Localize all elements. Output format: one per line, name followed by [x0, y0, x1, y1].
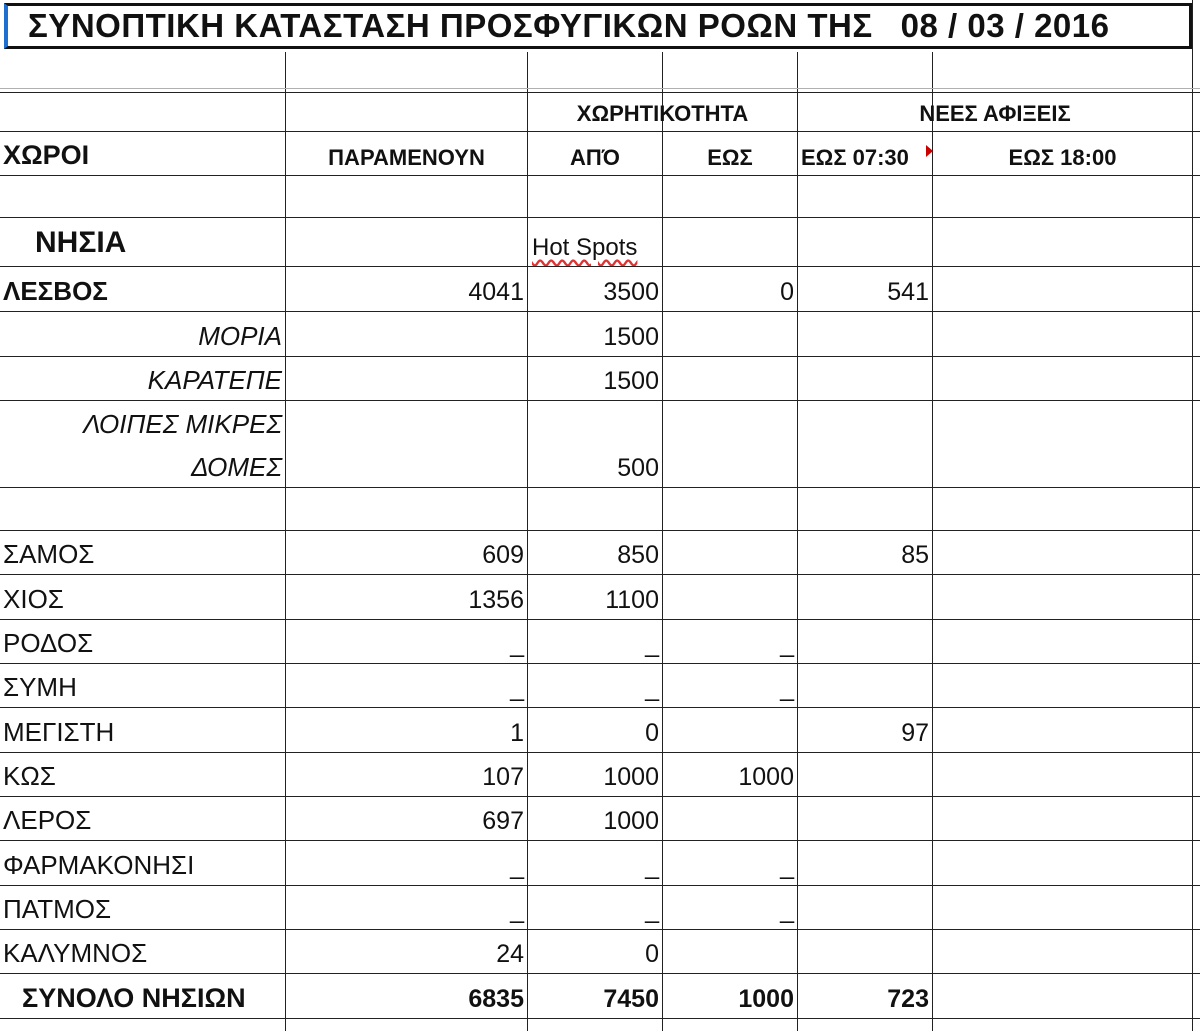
total-remaining[interactable]: 6835	[468, 985, 524, 1013]
row-cell-until-0730[interactable]	[798, 574, 932, 619]
row-lesvos-remaining[interactable]: 4041	[468, 278, 524, 306]
row-cell-name[interactable]: ΛΕΡΟΣ	[3, 805, 92, 835]
grid-hline	[0, 487, 1200, 488]
row-cell-until-0730[interactable]	[798, 929, 932, 973]
row-cell-remaining[interactable]: 609	[482, 541, 524, 569]
header-arrivals-group[interactable]: ΝΕΕΣ ΑΦΙΞΕΙΣ	[919, 101, 1071, 126]
grid-hline	[0, 1018, 1200, 1019]
row-cell-from[interactable]: 0	[645, 719, 659, 747]
row-cell-name[interactable]: ΚΩΣ	[3, 761, 56, 791]
row-cell-remaining[interactable]: _	[510, 896, 524, 924]
row-cell-until-0730[interactable]	[798, 885, 932, 929]
row-cell-from[interactable]: _	[645, 674, 659, 702]
subrow-other-from[interactable]: 500	[617, 454, 659, 482]
row-cell-name[interactable]: ΧΙΟΣ	[3, 584, 64, 614]
subrow-moria-name[interactable]: ΜΟΡΙΑ	[198, 321, 282, 351]
grid-hline	[0, 88, 1200, 89]
row-cell-to[interactable]	[663, 530, 797, 574]
row-cell-to[interactable]: _	[780, 896, 794, 924]
row-cell-until-0730[interactable]	[798, 840, 932, 885]
row-cell-remaining[interactable]: 24	[496, 940, 524, 968]
row-cell-until-0730[interactable]	[798, 619, 932, 663]
grid-vline	[1192, 0, 1193, 1031]
row-cell-until-0730[interactable]: 85	[901, 541, 929, 569]
row-cell-until-0730[interactable]: 97	[901, 719, 929, 747]
row-cell-to[interactable]	[663, 929, 797, 973]
row-cell-name[interactable]: ΜΕΓΙΣΤΗ	[3, 717, 115, 747]
row-cell-name[interactable]: ΦΑΡΜΑΚΟΝΗΣΙ	[3, 850, 195, 880]
row-cell-from[interactable]: 1100	[605, 586, 659, 614]
header-until-0730[interactable]: ΕΩΣ 07:30	[801, 145, 909, 170]
total-to[interactable]: 1000	[738, 985, 794, 1013]
row-cell-remaining[interactable]: _	[510, 674, 524, 702]
row-cell-from[interactable]: 1000	[603, 763, 659, 791]
row-lesvos-name[interactable]: ΛΕΣΒΟΣ	[3, 276, 108, 306]
row-cell-to[interactable]	[663, 796, 797, 840]
row-cell-name[interactable]: ΣΥΜΗ	[3, 672, 77, 702]
total-until-0730[interactable]: 723	[887, 985, 929, 1013]
row-cell-to[interactable]: _	[780, 630, 794, 658]
grid-hline	[0, 175, 1200, 176]
row-lesvos-from[interactable]: 3500	[603, 278, 659, 306]
row-cell-name[interactable]: ΡΟΔΟΣ	[3, 628, 94, 658]
row-cell-remaining[interactable]: 1	[510, 719, 524, 747]
row-cell-name[interactable]: ΚΑΛΥΜΝΟΣ	[3, 938, 148, 968]
row-cell-until-0730[interactable]	[798, 663, 932, 707]
row-cell-remaining[interactable]: 107	[482, 763, 524, 791]
section-islands-title[interactable]: ΝΗΣΙΑ	[35, 226, 127, 259]
header-from[interactable]: ΑΠΌ	[570, 145, 620, 170]
row-cell-from[interactable]: 0	[645, 940, 659, 968]
row-cell-from[interactable]: 1000	[603, 807, 659, 835]
header-until-1800[interactable]: ΕΩΣ 18:00	[1008, 145, 1117, 170]
row-cell-from[interactable]: 850	[617, 541, 659, 569]
comment-indicator-icon[interactable]	[926, 145, 933, 157]
row-cell-until-0730[interactable]	[798, 752, 932, 796]
row-cell-remaining[interactable]: _	[510, 630, 524, 658]
subrow-karatepe-name[interactable]: ΚΑΡΑΤΕΠΕ	[147, 365, 282, 395]
subrow-karatepe-from[interactable]: 1500	[603, 367, 659, 395]
row-cell-to[interactable]: _	[780, 674, 794, 702]
row-cell-from[interactable]: _	[645, 630, 659, 658]
row-cell-to[interactable]: _	[780, 852, 794, 880]
header-capacity-group[interactable]: ΧΩΡΗΤΙΚΟΤΗΤΑ	[576, 101, 749, 126]
row-cell-to[interactable]: 1000	[738, 763, 794, 791]
subrow-other-name-line2[interactable]: ΔΟΜΕΣ	[191, 452, 282, 482]
row-cell-to[interactable]	[663, 707, 797, 752]
row-cell-remaining[interactable]: _	[510, 852, 524, 880]
row-cell-remaining[interactable]: 697	[482, 807, 524, 835]
total-name[interactable]: ΣΥΝΟΛΟ ΝΗΣΙΩΝ	[22, 983, 246, 1013]
row-cell-until-0730[interactable]	[798, 796, 932, 840]
row-lesvos-to[interactable]: 0	[780, 278, 794, 306]
row-lesvos-until-0730[interactable]: 541	[887, 278, 929, 306]
total-from[interactable]: 7450	[603, 985, 659, 1013]
row-cell-remaining[interactable]: 1356	[468, 586, 524, 614]
title-cell[interactable]	[4, 3, 1192, 49]
header-remaining[interactable]: ΠΑΡΑΜΕΝΟΥΝ	[328, 145, 485, 170]
header-places[interactable]: ΧΩΡΟΙ	[3, 140, 90, 170]
title-text: ΣΥΝΟΠΤΙΚΗ ΚΑΤΑΣΤΑΣΗ ΠΡΟΣΦΥΓΙΚΩΝ ΡΟΩΝ ΤΗΣ	[28, 7, 873, 44]
title-date: 08 / 03 / 2016	[900, 7, 1110, 44]
row-cell-to[interactable]	[663, 574, 797, 619]
subrow-moria-from[interactable]: 1500	[603, 323, 659, 351]
row-cell-from[interactable]: _	[645, 896, 659, 924]
hot-spots-label[interactable]: Hot Spots	[532, 234, 638, 261]
row-cell-name[interactable]: ΠΑΤΜΟΣ	[3, 894, 112, 924]
header-to[interactable]: ΕΩΣ	[707, 145, 753, 170]
subrow-other-name-line1[interactable]: ΛΟΙΠΕΣ ΜΙΚΡΕΣ	[83, 409, 282, 439]
row-cell-from[interactable]: _	[645, 852, 659, 880]
row-cell-name[interactable]: ΣΑΜΟΣ	[3, 539, 95, 569]
